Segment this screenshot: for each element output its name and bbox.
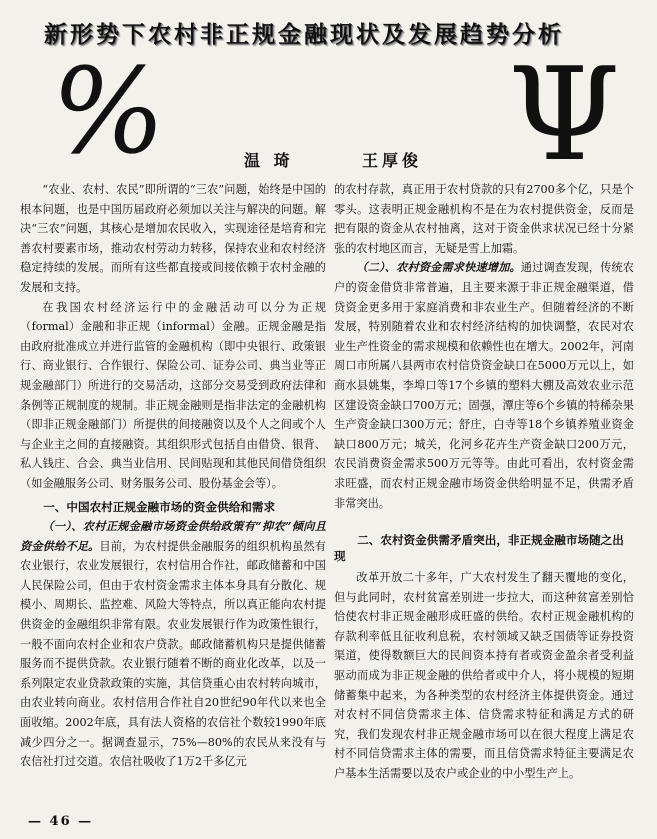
article-title: 新形势下农村非正规金融现状及发展趋势分析 (44, 21, 564, 48)
page-number: — 46 — (28, 814, 94, 829)
subsection-heading: （二）、农村资金需求快速增加。 (356, 260, 521, 275)
paragraph (334, 258, 634, 513)
paragraph: 的农村存款，真正用于农村贷款的只有2700多个亿，只是个零头。这表明正规金融机构不是在为农村提供资金，反而是把有限的资金从农村抽离，这对于资金供求状况已经十分紧张的农村地区而言，无疑是雪上加霜。 (334, 183, 634, 255)
paragraph: 在我国农村经济运行中的金融活动可以分为正规（formal）金融和非正规（informal）金融。正规金融是指由政府批准成立并进行监管的金融机构（即中央银行、政策银行、商业银行、合作银行、保险公司、证券公司、典当业等正规金融部门）所进行的交易活动，这部分交易受到政府法律和条例等正规制度的规制。非正规金融则是指非法定的金融机构（即非正规金融部门）所提供的间接融资以及个人之间或个人与企业主之间的直接融资。其组织形式包括自由借贷、银背、私人钱庄、合会、典当业信用、民间贴现和其他民间借贷组织（如金融服务公司、财务服务公司、股份基金会等）。 (20, 300, 326, 490)
right-column-top (334, 180, 634, 513)
paragraph-text: 通过调查发现，传统农户的资金借贷非常普遍，且主要来源于非正规金融渠道，借贷资金更多用于家庭消费和非农业生产。但随着经济的不断发展，特别随着农业和农村经济结构的加快调整，农民对农业生产性资金的需求规模和依赖性也在增大。2002年，河南周口市所属八县两市农村信贷资金缺口在5000万元以上，如商水县姚集，李埠口等17个乡镇的塑料大棚及高效农业示范区建设资金缺口700万元；固强，潭庄等6个乡镇的特稀杂果生产资金缺口300万元；舒庄，白寺等18个乡镇养殖业资金缺口800万元；城关，化河乡花卉生产资金缺口200万元，农民消费资金需求500万元等等。由此可看出，农村资金需求旺盛，而农村正规金融市场资金供给明显不足，供需矛盾非常突出。 (334, 261, 634, 510)
section-heading: 二、农村资金供需矛盾突出，非正规金融市场随之出现 (334, 533, 624, 563)
paragraph-text: 目前，为农村提供金融服务的组织机构虽然有农业银行，农业发展银行，农村信用合作社，邮政储蓄和中国人民保险公司，但由于农村资金需求主体本身具有分散化、规模小、周期长、监控难、风险大等特点，所以真正能向农村提供资金的金融组织非常有限。农业发展银行作为政策性银行，一般不面向农村企业和农户贷款。邮政储蓄机构只是提供储蓄服务而不提供贷款。农业银行随着不断的商业化改革，以及一系列限定农业贷款政策的实施，其信贷重心由农村转向城市，由农业转向商业。农村信用合作社自20世纪90年代以来也全面收缩。2002年底，具有法人资格的农信社个数较1990年底减少四分之一。据调查显示，75%—80%的农民从来没有与农信社打过交道。农信社吸收了1万2千多亿元 (20, 539, 326, 769)
subsection-heading: （一）、农村正规金融市场资金供给政策有“抑农”倾向且资金供给不足。 (20, 519, 326, 553)
psi-decoration-icon: Ψ (508, 41, 621, 190)
paragraph (20, 517, 326, 772)
author-1: 温 琦 (244, 151, 294, 170)
percent-decoration-icon: % (42, 42, 174, 180)
right-column-bottom (334, 568, 634, 784)
left-column (20, 180, 326, 772)
author-2: 王厚俊 (362, 151, 423, 170)
section-heading: 一、中国农村正规金融市场的资金供给和需求 (43, 499, 276, 514)
paragraph: “农业、农村、农民”即所谓的“三农”问题，始终是中国的根本问题，也是中国历届政府必须加以关注与解决的问题。解决“三农”问题，其核心是增加农民收入，实现途径是培育和完善农村要素市场，推动农村劳动力转移，保持农业和农村经济稳定持续的发展。而所有这些都直接或间接依赖于农村金融的发展和支持。 (20, 183, 326, 294)
paragraph: 改革开放二十多年，广大农村发生了翻天覆地的变化，但与此同时，农村贫富差别进一步拉大，而这种贫富差别恰恰使农村非正规金融形成旺盛的供给。农村正规金融机构的存款利率低且征收利息税，农村领域又缺乏国债等证券投资渠道，使得数额巨大的民间资本持有者或资金盈余者受利益驱动而成为非正规金融的供给者或中介人，将小规模的短期储蓄集中起来，为各种类型的农村经济主体提供资金。通过对农村不同信贷需求主体、信贷需求特征和满足方式的研究，我们发现农村非正规金融市场可以在很大程度上满足农村不同信贷需求主体的需要，而且信贷需求特征主要满足农户基本生活需要以及农户或企业的中小型生产上。 (334, 571, 634, 780)
